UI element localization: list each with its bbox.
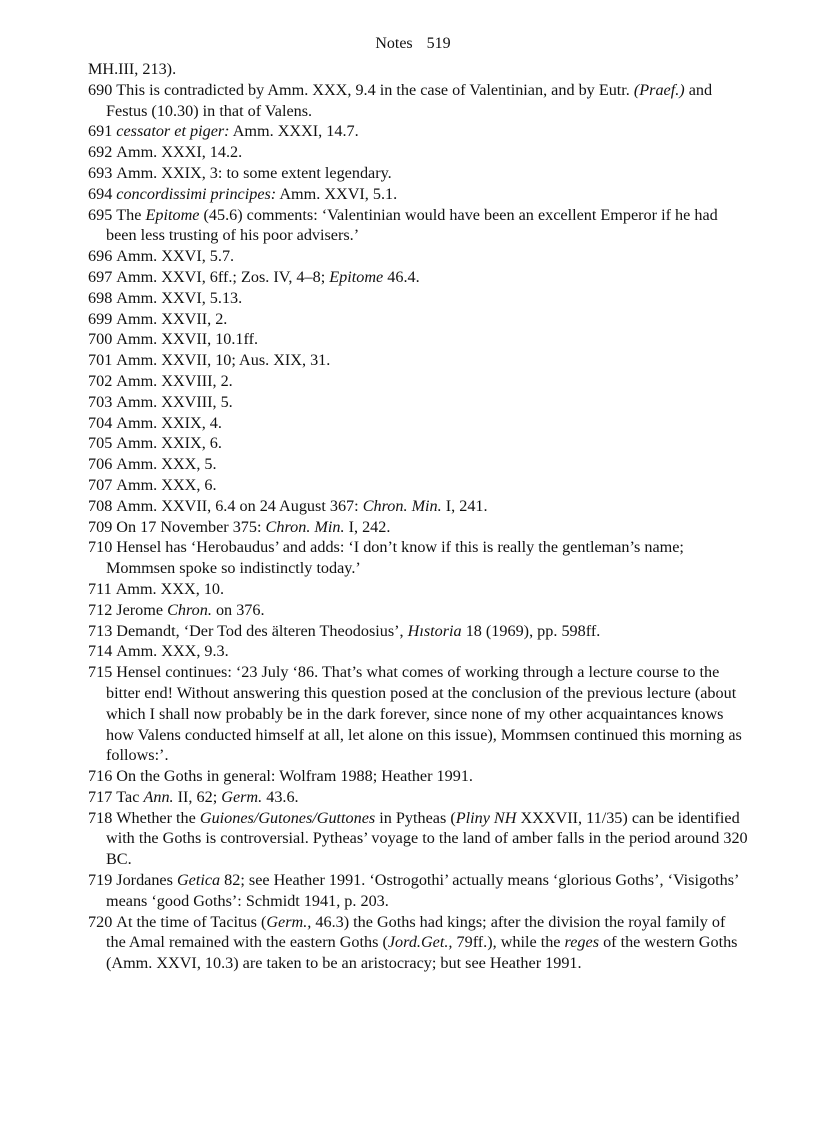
note-713	[88, 621, 748, 642]
running-head	[78, 33, 748, 59]
note-693	[88, 163, 748, 184]
note-text: in Pytheas (	[375, 808, 456, 827]
note-711	[88, 579, 748, 600]
note-text-italic: Epitome	[329, 267, 384, 286]
note-number: 690	[88, 80, 113, 99]
note-text-italic: concordissimi principes:	[116, 184, 277, 203]
note-text-italic: reges	[564, 933, 600, 952]
note-number: 714	[88, 642, 113, 661]
note-703	[88, 392, 748, 413]
note-text: Amm. XXXI, 14.2.	[116, 143, 243, 162]
note-text: Amm. XXX, 10.	[115, 579, 225, 598]
note-717	[88, 787, 748, 808]
note-695	[88, 205, 748, 247]
note-text: Demandt, ‘Der Tod des älteren Theodosius’,	[116, 621, 408, 640]
note-text: 46.4.	[383, 267, 420, 286]
note-number: 703	[88, 392, 113, 411]
note-text: Amm. XXVI, 5.13.	[116, 288, 243, 307]
note-text-italic: Pliny NH	[455, 808, 517, 827]
note-text: This is contradicted by Amm. XXX, 9.4 in the case of Valentinian, and by Eutr.	[116, 80, 634, 99]
note-710	[88, 537, 748, 579]
note-number: 692	[88, 143, 113, 162]
note-text: (45.6) comments: ‘Valentinian would have been an excellent Emperor if he had been less trusting of his poor advisers.’	[106, 205, 718, 245]
notes-list	[88, 59, 748, 974]
note-text: Amm. XXVI, 5.1.	[276, 184, 398, 203]
note-text: on 376.	[211, 600, 265, 619]
note-text: 79ff.), while the	[452, 933, 565, 952]
note-number: 695	[88, 205, 113, 224]
note-number: 711	[88, 579, 112, 598]
note-text: of the western Goths (Amm. XXVI, 10.3) are taken to be an aristocracy; but see Heather 1991.	[106, 933, 738, 973]
note-text: Amm. XXVI, 5.7.	[116, 247, 235, 266]
note-706	[88, 454, 748, 475]
note-696	[88, 246, 748, 267]
note-number: 694	[88, 184, 113, 203]
note-continuation	[88, 59, 748, 80]
note-text: Amm. XXVIII, 5.	[116, 392, 233, 411]
note-714	[88, 641, 748, 662]
note-690	[88, 80, 748, 122]
note-text-italic: Epitome	[145, 205, 200, 224]
note-text: 82; see Heather 1991. ‘Ostrogothi’ actually means ‘glorious Goths’, ‘Visigoths’ means ‘good Goths’: Schmidt 1941, p. 203.	[106, 871, 739, 910]
note-text: I, 242.	[344, 517, 391, 536]
note-707	[88, 475, 748, 496]
note-number: 716	[88, 767, 113, 786]
note-text: Jordanes	[116, 871, 177, 890]
note-number: 704	[88, 413, 113, 432]
note-text-italic: Jord.Get.,	[387, 933, 453, 952]
note-text-italic: Chron.	[167, 600, 212, 619]
note-number: 719	[88, 871, 113, 890]
note-text: Amm. XXVII, 10.1ff.	[116, 330, 259, 349]
note-number: 706	[88, 455, 113, 474]
running-head-title: Notes	[375, 35, 413, 52]
note-text: Amm. XXIX, 6.	[116, 434, 222, 453]
note-720	[88, 912, 748, 974]
note-692	[88, 142, 748, 163]
note-text: I, 241.	[441, 496, 488, 515]
note-691	[88, 121, 748, 142]
note-text: 43.6.	[262, 787, 299, 806]
note-number: 710	[88, 538, 113, 557]
note-709	[88, 517, 748, 538]
note-718	[88, 808, 748, 870]
note-number: 705	[88, 434, 113, 453]
note-text: Amm. XXVII, 10; Aus. XIX, 31.	[116, 351, 331, 370]
note-text: Amm. XXIX, 4.	[116, 413, 222, 432]
note-text: Hensel continues: ‘23 July ‘86. That’s what comes of working through a lecture course to the bitter end! Without answering this question posed at the conclusion of the previous lecture (about which I shall now probably be in the dark forever, since none of my other acquaintances knows how Valens conducted himself at all, let alone on this issue), Mommsen continued this morning as follows:’.	[106, 663, 742, 765]
note-number: 691	[88, 122, 113, 141]
note-number: 693	[88, 163, 113, 182]
note-number: 701	[88, 351, 113, 370]
note-text: The	[116, 205, 146, 224]
note-number: 700	[88, 330, 113, 349]
note-text-italic: Germ.	[221, 787, 263, 806]
note-704	[88, 413, 748, 434]
note-text: Amm. XXIX, 3: to some extent legendary.	[116, 163, 392, 182]
note-number: 712	[88, 600, 113, 619]
note-text: Jerome	[116, 600, 168, 619]
note-number: 720	[88, 912, 113, 931]
note-705	[88, 433, 748, 454]
note-715	[88, 662, 748, 766]
note-text: On the Goths in general: Wolfram 1988; Heather 1991.	[116, 767, 473, 786]
note-number: 717	[88, 787, 113, 806]
note-number: 697	[88, 267, 113, 286]
note-number: 702	[88, 371, 113, 390]
note-number: 699	[88, 309, 113, 328]
note-text-italic: cessator et piger:	[116, 122, 230, 141]
note-text-italic: Ann.	[143, 787, 174, 806]
note-698	[88, 288, 748, 309]
page-number: 519	[426, 35, 451, 52]
note-text: XXXVII, 11/35) can be identified with the Goths is controversial. Pytheas’ voyage to the land of amber falls in the period around 320 BC.	[106, 808, 748, 869]
note-number: 715	[88, 663, 113, 682]
note-text-italic: Hıstoria	[407, 621, 462, 640]
note-699	[88, 309, 748, 330]
note-number: 709	[88, 517, 113, 536]
note-number: 707	[88, 475, 113, 494]
note-number: 698	[88, 288, 113, 307]
note-701	[88, 350, 748, 371]
note-text: Amm. XXX, 9.3.	[116, 642, 229, 661]
note-text-italic: Guiones/Gutones/Guttones	[199, 808, 376, 827]
note-text: 18 (1969), pp. 598ff.	[461, 621, 601, 640]
note-number: 708	[88, 496, 113, 515]
note-712	[88, 600, 748, 621]
note-text: 46.3) the Goths had kings; after the division the royal family of the Amal remained with the eastern Goths (	[106, 912, 726, 952]
note-text: Amm. XXVI, 6ff.; Zos. IV, 4–8;	[116, 267, 330, 286]
note-number: 718	[88, 808, 113, 827]
note-text: Amm. XXVII, 6.4 on 24 August 367:	[116, 496, 363, 515]
note-719	[88, 870, 748, 912]
note-text: Amm. XXX, 5.	[116, 455, 217, 474]
note-text: Whether the	[116, 808, 200, 827]
note-text: and Festus (10.30) in that of Valens.	[106, 80, 713, 120]
note-number: 696	[88, 247, 113, 266]
note-number: 713	[88, 621, 113, 640]
note-text: Tac	[116, 787, 144, 806]
note-text-italic: Chron. Min.	[265, 517, 345, 536]
note-text: Amm. XXXI, 14.7.	[229, 122, 359, 141]
note-text: MH.III, 213).	[88, 60, 177, 78]
note-702	[88, 371, 748, 392]
note-text: On 17 November 375:	[116, 517, 266, 536]
note-text: Amm. XXX, 6.	[116, 475, 217, 494]
note-697	[88, 267, 748, 288]
note-text-italic: Getica	[176, 871, 221, 890]
note-694	[88, 184, 748, 205]
note-text: Hensel has ‘Herobaudus’ and adds: ‘I don’t know if this is really the gentleman’s name; Mommsen spoke so indistinctly today.’	[106, 538, 684, 578]
note-text-italic: (Praef.)	[633, 80, 685, 99]
note-716	[88, 766, 748, 787]
note-text-italic: Chron. Min.	[362, 496, 442, 515]
note-700	[88, 329, 748, 350]
page	[88, 33, 748, 974]
note-text: Amm. XXVII, 2.	[116, 309, 228, 328]
note-708	[88, 496, 748, 517]
note-text-italic: Germ.,	[266, 912, 312, 931]
note-text: II, 62;	[173, 787, 222, 806]
note-text: At the time of Tacitus (	[116, 912, 267, 931]
note-text: Amm. XXVIII, 2.	[116, 371, 233, 390]
